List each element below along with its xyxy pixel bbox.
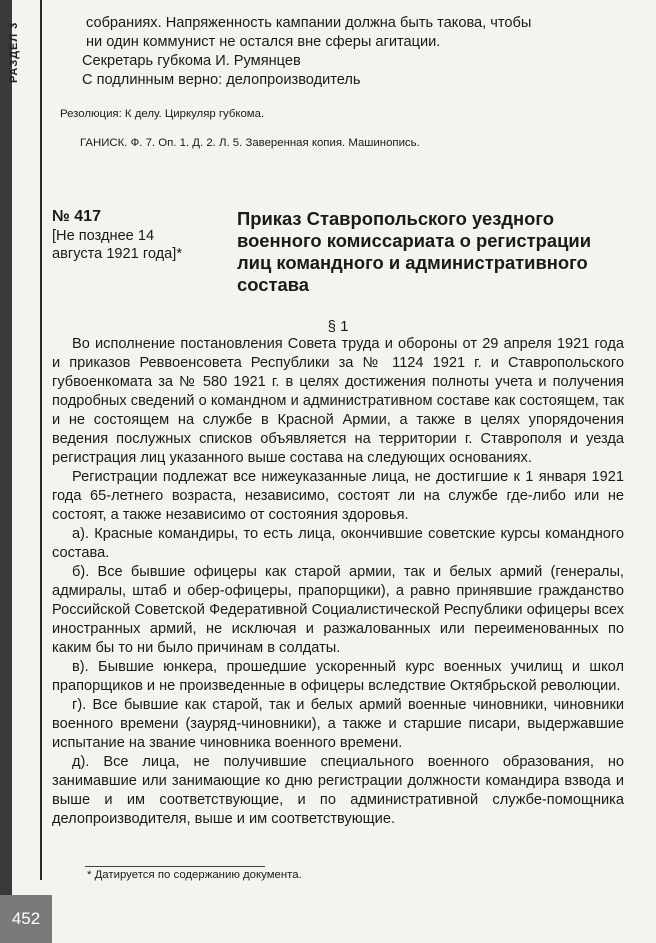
section-label: РАЗДЕЛ 3 bbox=[8, 22, 20, 84]
resolution: Резолюция: К делу. Циркуляр губкома. bbox=[60, 108, 265, 120]
section-mark: § 1 bbox=[327, 318, 349, 335]
paragraph: д). Все лица, не получившие специального военного образования, но занимавшие или занимающие ко дню регистрации должности командира взвода и выше и им соответствующие, и по административной службе-помощника делопроизводителя, выше и им соответствующие. bbox=[52, 754, 624, 827]
paragraph: б). Все бывшие офицеры как старой армии, так и белых армий (генералы, адмиралы, штаб и обер-офицеры, прапорщики), а равно принявшие гражданство Российской Советской Федеративной Социалистической Республики офицеры всех иностранных армий, не исключая и разжалованных или переименованных по каким бы то ни было причинам в солдаты. bbox=[52, 564, 624, 656]
document-number: № 417 bbox=[52, 208, 101, 225]
top-block bbox=[60, 14, 626, 151]
paragraph: а). Красные командиры, то есть лица, окончившие советские курсы командного состава. bbox=[52, 526, 624, 561]
page-number: 452 bbox=[0, 895, 52, 943]
footnote-rule bbox=[85, 866, 265, 867]
document-title: Приказ Ставропольского уездного военного комиссариата о регистрации лиц командного и административного состава bbox=[237, 208, 592, 295]
signature: Секретарь губкома И. Румянцев bbox=[82, 53, 301, 69]
certified: С подлинным верно: делопроизводитель bbox=[82, 72, 361, 88]
archive-ref: ГАНИСК. Ф. 7. Оп. 1. Д. 2. Л. 5. Заверенная копия. Машинопись. bbox=[80, 137, 420, 149]
paragraph: Во исполнение постановления Совета труда и обороны от 29 апреля 1921 года и приказов Реввоенсовета Республики за № 1124 1921 г. и Ставропольского губвоенкомата за № 580 1921 г. в целях достижения полноты учета и получения подробных сведений о командном и административном составе как состоящем, так и не состоящем на службе в Красной Армии, а также в целях упорядочения ведения послужных списков объявляется на территории г. Ставрополя и уезда регистрация лиц указанного выше состава на следующих основаниях. bbox=[52, 336, 624, 466]
paragraph: г). Все бывшие как старой, так и белых армий военные чиновники, чиновники военного времени (зауряд-чиновники), а также и старшие писари, выдержавшие испытание на звание чиновника военного времени. bbox=[52, 697, 624, 751]
margin-box bbox=[12, 0, 42, 880]
paragraph: в). Бывшие юнкера, прошедшие ускоренный курс военных училищ и школ прапорщиков и не произведенные в офицеры вследствие Октябрьской революции. bbox=[52, 659, 624, 694]
document-body bbox=[52, 318, 624, 829]
top-line-2: ни один коммунист не остался вне сферы агитации. bbox=[86, 34, 441, 50]
document-date: [Не позднее 14 августа 1921 года]* bbox=[52, 228, 182, 262]
paragraph: Регистрации подлежат все нижеуказанные лица, не достигшие к 1 января 1921 года 65-летнего возраста, независимо, состоят ли на службе где-либо или не состоят, а также независимо от состояния здоровья. bbox=[52, 469, 624, 523]
top-line-1: собраниях. Напряженность кампании должна быть такова, чтобы bbox=[86, 15, 532, 31]
document-header bbox=[52, 208, 632, 308]
footnote: * Датируется по содержанию документа. bbox=[87, 869, 302, 881]
margin-bar bbox=[0, 0, 12, 943]
